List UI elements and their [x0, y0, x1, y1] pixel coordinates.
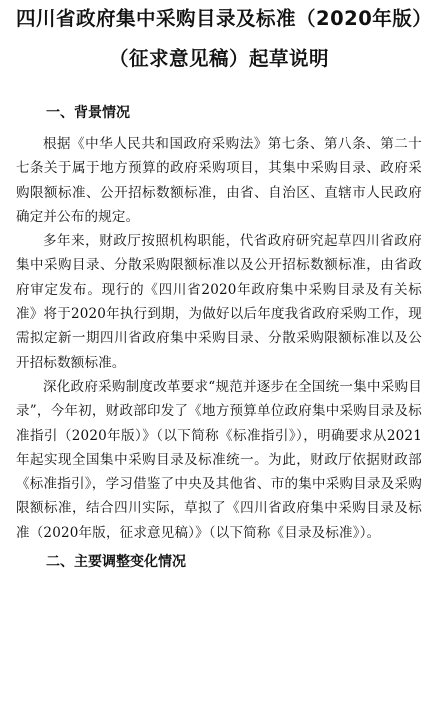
- paragraph-reform: 深化政府采购制度改革要求“规范并逐步在全国统一集中采购目录”，今年初，财政部印发了《地方预算单位政府集中采购目录及标准指引（2020年版）》（以下简称《标准指引》），明确要求从2021年起实现全国集中采购目录及标准统一。为此，财政厅依据财政部《标准指引》，学习借鉴了中央及其他省、市的集中采购目录及采购限额标准，结合四川实际，草拟了《四川省政府集中采购目录及标准（2020年版，征求意见稿）》（以下简称《目录及标准》）。: [16, 378, 422, 541]
- section-heading-changes: 二、主要调整变化情况: [46, 554, 186, 571]
- document-title-line1: 四川省政府集中采购目录及标准（2020年版）: [16, 7, 433, 30]
- section-heading-background: 一、背景情况: [46, 105, 130, 121]
- paragraph-history: 多年来，财政厅按照机构职能，代省政府研究起草四川省政府集中采购目录、分散采购限额标准以及公开招标数额标准，由省政府审定发布。现行的《四川省2020年政府集中采购目录及有关标准》将于2020年执行到期，为做好以后年度我省政府采购工作，现需拟定新一期四川省政府集中采购目录、分散采购限额标准以及公开招标数额标准。: [16, 233, 422, 371]
- paragraph-legal-basis: 根据《中华人民共和国政府采购法》第七条、第八条、第二十七条关于属于地方预算的政府采购项目，其集中采购目录、政府采购限额标准、公开招标数额标准，由省、自治区、直辖市人民政府确定并公布的规定。: [16, 136, 422, 225]
- document-title-line2: （征求意见稿）起草说明: [108, 47, 329, 70]
